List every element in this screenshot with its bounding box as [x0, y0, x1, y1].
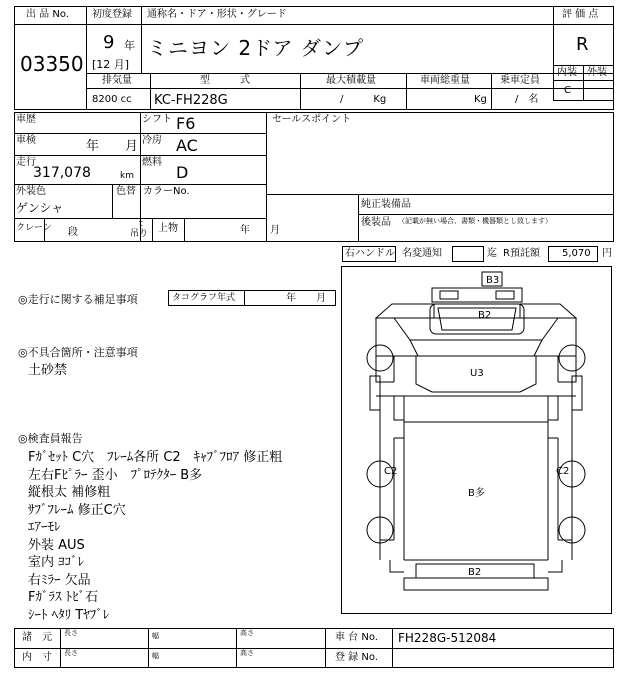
mark-b-many: B多 — [468, 488, 485, 499]
mark-c2-left: C2 — [384, 466, 398, 477]
crane-ton: t — [139, 219, 143, 229]
yen-label: 円 — [602, 248, 612, 259]
dims-label: 諸 元 — [22, 632, 52, 643]
inspector-line: Fｶﾞﾗｽ ﾄﾋﾞ石 — [28, 590, 99, 605]
mileage-unit: km — [120, 171, 134, 181]
inner-width: 幅 — [152, 652, 159, 660]
name-change-label: 名変通知 — [402, 248, 442, 259]
inspector-line: 外装 AUS — [28, 537, 85, 553]
dims-height: 高さ — [240, 629, 254, 637]
lot-label: 出 品 No. — [26, 9, 69, 20]
lot-number: 03350 — [20, 52, 84, 76]
aftermarket-label: 後装品 — [361, 217, 391, 228]
inner-length: 長さ — [64, 649, 78, 657]
mark-b2-rear: B2 — [468, 567, 482, 578]
displacement-value: 8200 cc — [92, 94, 132, 105]
model-desc-label: 通称名・ドア・形状・グレード — [147, 9, 287, 20]
defects-label: ◎不具合箇所・注意事項 — [18, 346, 138, 359]
mileage-label: 走行 — [16, 157, 36, 168]
inspection-value: 年 月 — [86, 139, 139, 154]
exterior-label: 外装 — [587, 67, 607, 78]
reg-month: [12 月] — [92, 58, 130, 71]
tacho-label: タコグラフ年式 — [172, 293, 236, 303]
interior-label: 内装 — [557, 67, 577, 78]
interior-grade: C — [564, 85, 571, 96]
mark-b2-cab: B2 — [478, 310, 492, 321]
displacement-label: 排気量 — [102, 75, 132, 86]
overall-grade: R — [576, 34, 589, 55]
reg-no-label: 登 録 No. — [335, 652, 378, 663]
dims-length: 長さ — [64, 629, 78, 637]
chassis-number: FH228G-512084 — [398, 631, 497, 645]
color-change-label: 色替 — [116, 186, 136, 197]
inner-height: 高さ — [240, 649, 254, 657]
driving-label: ◎走行に関する補足事項 — [18, 293, 138, 306]
inspector-line: 縦根太 補修粗 — [28, 485, 111, 500]
color-code-label: カラーNo. — [143, 186, 190, 197]
max-load-label: 最大積載量 — [326, 75, 376, 86]
gross-weight-label: 車両総重量 — [420, 75, 470, 86]
recycle-label: R預託額 — [503, 248, 540, 259]
model-code-label: 型 式 — [200, 75, 250, 86]
inspector-line: ｼｰﾄ ﾍﾀﾘ Tﾔﾌﾞﾚ — [28, 607, 110, 623]
inspector-line: ｴｱｰﾓﾚ — [28, 520, 61, 535]
reg-year: 9 — [103, 32, 115, 53]
history-label: 車歴 — [16, 114, 36, 125]
inspector-line: 右ﾐﾗｰ 欠品 — [28, 572, 91, 588]
inspector-line: 室内 ﾖｺﾞﾚ — [28, 555, 85, 570]
ac-label: 冷房 — [142, 135, 162, 146]
inspector-label: ◎検査員報告 — [18, 432, 83, 445]
inspector-line: Fｶﾞｾｯﾄ C穴 ﾌﾚｰﾑ各所 C2 ｷｬﾌﾞﾌﾛｱ 修正粗 — [28, 450, 283, 465]
fuel-label: 燃料 — [142, 157, 162, 168]
fuel-value: D — [176, 163, 189, 182]
capacity-label: 乗車定員 — [500, 75, 540, 86]
inner-label: 内 寸 — [22, 652, 52, 663]
gross-weight-value: Kg — [474, 94, 487, 105]
model-code: KC-FH228G — [154, 93, 228, 108]
tacho-value: 年 月 — [286, 293, 326, 304]
shift-value: F6 — [176, 114, 196, 133]
mileage-value: 317,078 — [33, 165, 91, 181]
capacity-value: / 名 — [515, 94, 539, 105]
recycle-amount: 5,070 — [562, 248, 591, 259]
mark-b3: B3 — [486, 275, 500, 286]
crane-stage: 段 — [68, 227, 78, 238]
equipment-label: 純正装備品 — [361, 199, 411, 210]
chassis-label: 車 台 No. — [335, 632, 378, 643]
crane-hang: 吊り — [130, 229, 149, 239]
max-load-value: / Kg — [340, 94, 387, 105]
aftermarket-note: （記載が無い場合、書類・機器類とし致します） — [398, 217, 552, 225]
inspector-line: ｻﾌﾞﾌﾚｰﾑ 修正C穴 — [28, 502, 126, 518]
crane-label: クレーン — [16, 223, 52, 233]
body-mount-label: 上物 — [158, 223, 178, 234]
defect-line: 土砂禁 — [28, 363, 68, 378]
dims-width: 幅 — [152, 632, 159, 640]
mark-c2-right: C2 — [556, 466, 570, 477]
model-name: ミニヨン 2ドア ダンプ — [147, 36, 365, 60]
inspector-line: 左右Fﾋﾟﾗｰ 歪小 ﾌﾟﾛﾃｸﾀｰ B多 — [28, 467, 203, 483]
shift-label: シフト — [142, 114, 172, 125]
year-unit: 年 — [124, 39, 135, 52]
ac-value: AC — [176, 136, 198, 155]
grade-label: 評 価 点 — [562, 9, 599, 20]
selling-points-label: セールスポイント — [272, 114, 352, 125]
body-mount-value: 年 月 — [240, 225, 280, 236]
deadline-suffix: 迄 — [487, 248, 497, 259]
rhd-label: 右ハンドル — [345, 248, 395, 259]
first-reg-label: 初度登録 — [92, 9, 132, 20]
color-label: 外装色 — [16, 186, 46, 197]
color-value: ゲンシャ — [16, 201, 64, 215]
mark-u3: U3 — [470, 368, 484, 379]
inspection-label: 車検 — [16, 135, 36, 146]
